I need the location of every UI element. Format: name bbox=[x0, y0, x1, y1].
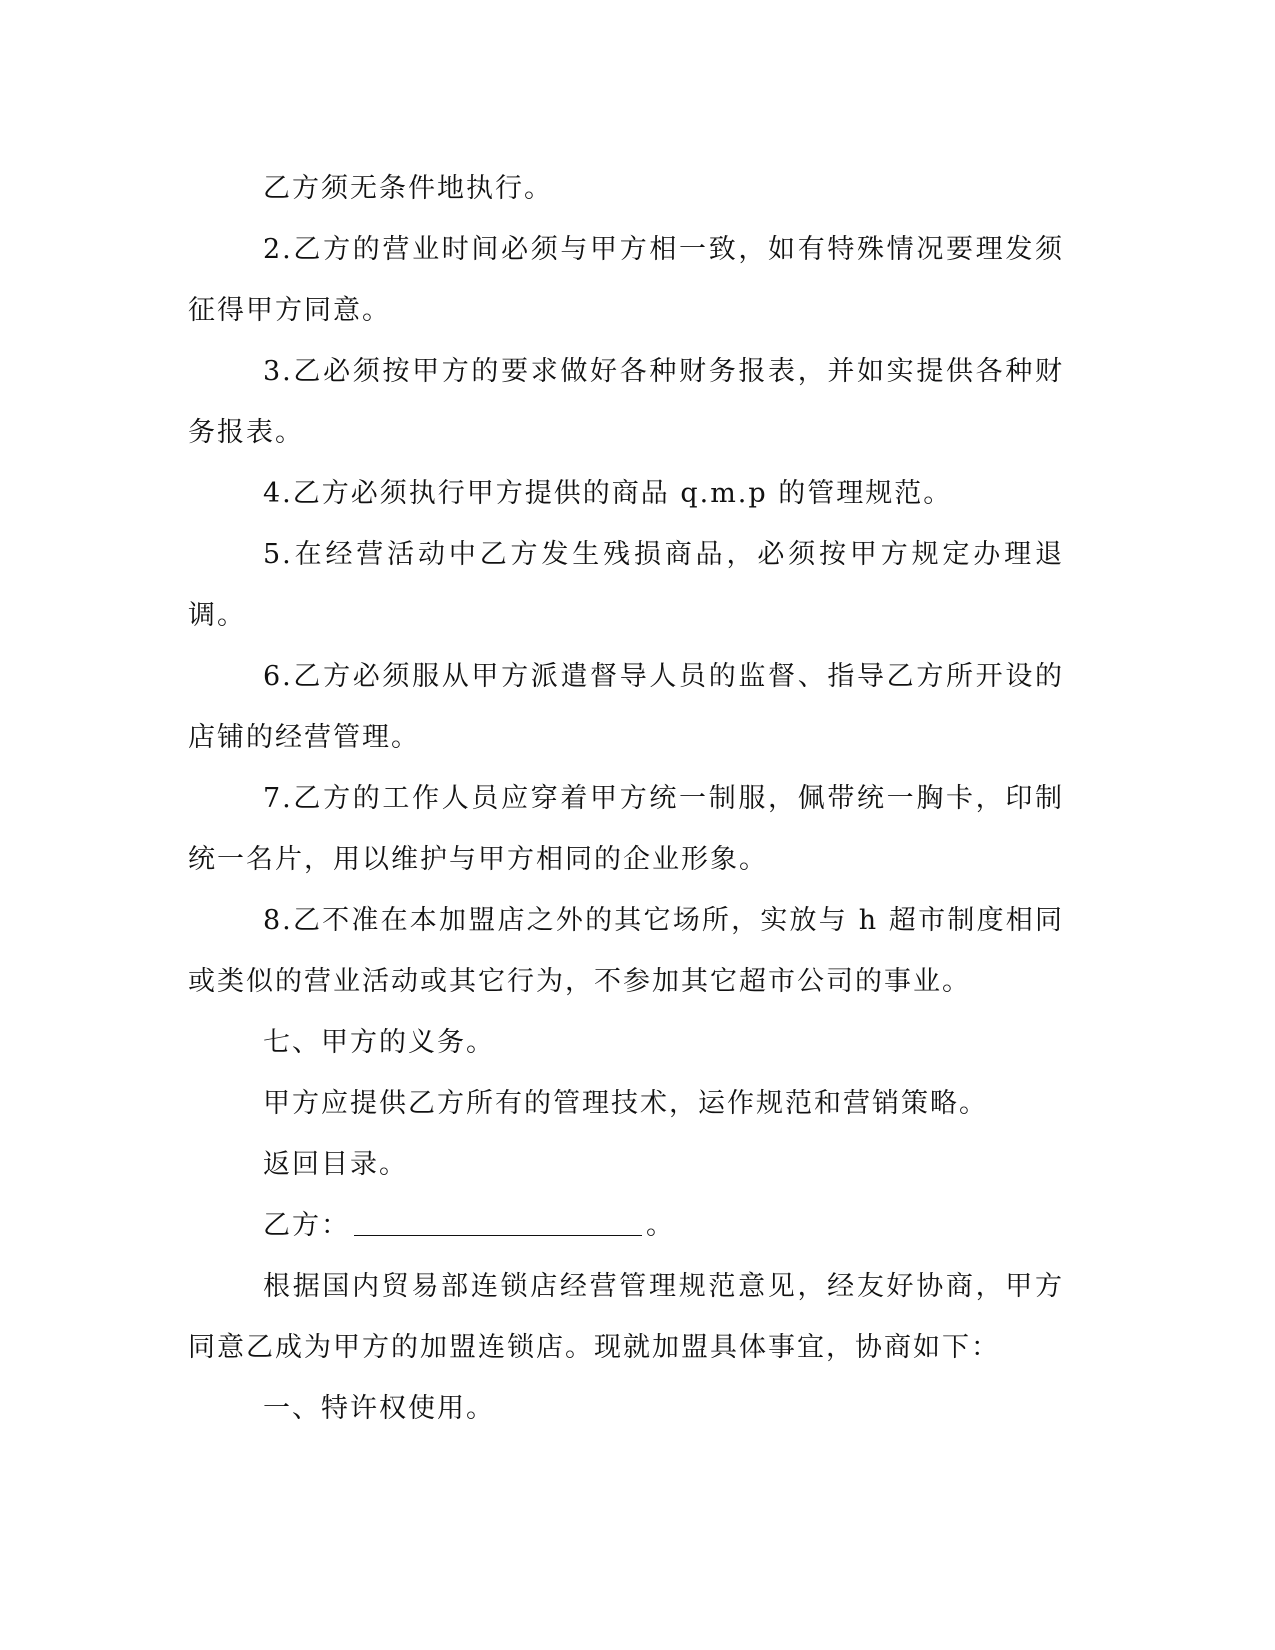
party-b-end: 。 bbox=[646, 1210, 675, 1241]
paragraph-continuation: 乙方须无条件地执行。 bbox=[263, 173, 553, 204]
party-b-label: 乙方： bbox=[263, 1210, 350, 1241]
clause-2: 2.乙方的营业时间必须与甲方相一致，如有特殊情况要理发须征得甲方同意。 bbox=[188, 234, 1064, 326]
signature-blank bbox=[354, 1209, 642, 1236]
clause-7: 7.乙方的工作人员应穿着甲方统一制服，佩带统一胸卡，印制统一名片，用以维护与甲方相同的企业形象。 bbox=[188, 783, 1064, 875]
section-heading-obligations: 七、甲方的义务。 bbox=[263, 1027, 495, 1058]
obligation-text: 甲方应提供乙方所有的管理技术，运作规范和营销策略。 bbox=[263, 1088, 988, 1119]
clause-6: 6.乙方必须服从甲方派遣督导人员的监督、指导乙方所开设的店铺的经营管理。 bbox=[188, 661, 1064, 753]
document-body bbox=[188, 158, 1064, 1439]
preamble-paragraph: 根据国内贸易部连锁店经营管理规范意见，经友好协商，甲方同意乙成为甲方的加盟连锁店。现就加盟具体事宜，协商如下： bbox=[188, 1271, 1064, 1363]
clause-4: 4.乙方必须执行甲方提供的商品 q.m.p 的管理规范。 bbox=[263, 478, 953, 509]
party-b-line bbox=[188, 1195, 1064, 1256]
section-heading-franchise: 一、特许权使用。 bbox=[263, 1393, 495, 1424]
clause-3: 3.乙必须按甲方的要求做好各种财务报表，并如实提供各种财务报表。 bbox=[188, 356, 1064, 448]
clause-5: 5.在经营活动中乙方发生残损商品，必须按甲方规定办理退调。 bbox=[188, 539, 1064, 631]
return-to-toc: 返回目录。 bbox=[263, 1149, 408, 1180]
clause-8: 8.乙不准在本加盟店之外的其它场所，实放与 h 超市制度相同或类似的营业活动或其它行为，不参加其它超市公司的事业。 bbox=[188, 905, 1064, 997]
